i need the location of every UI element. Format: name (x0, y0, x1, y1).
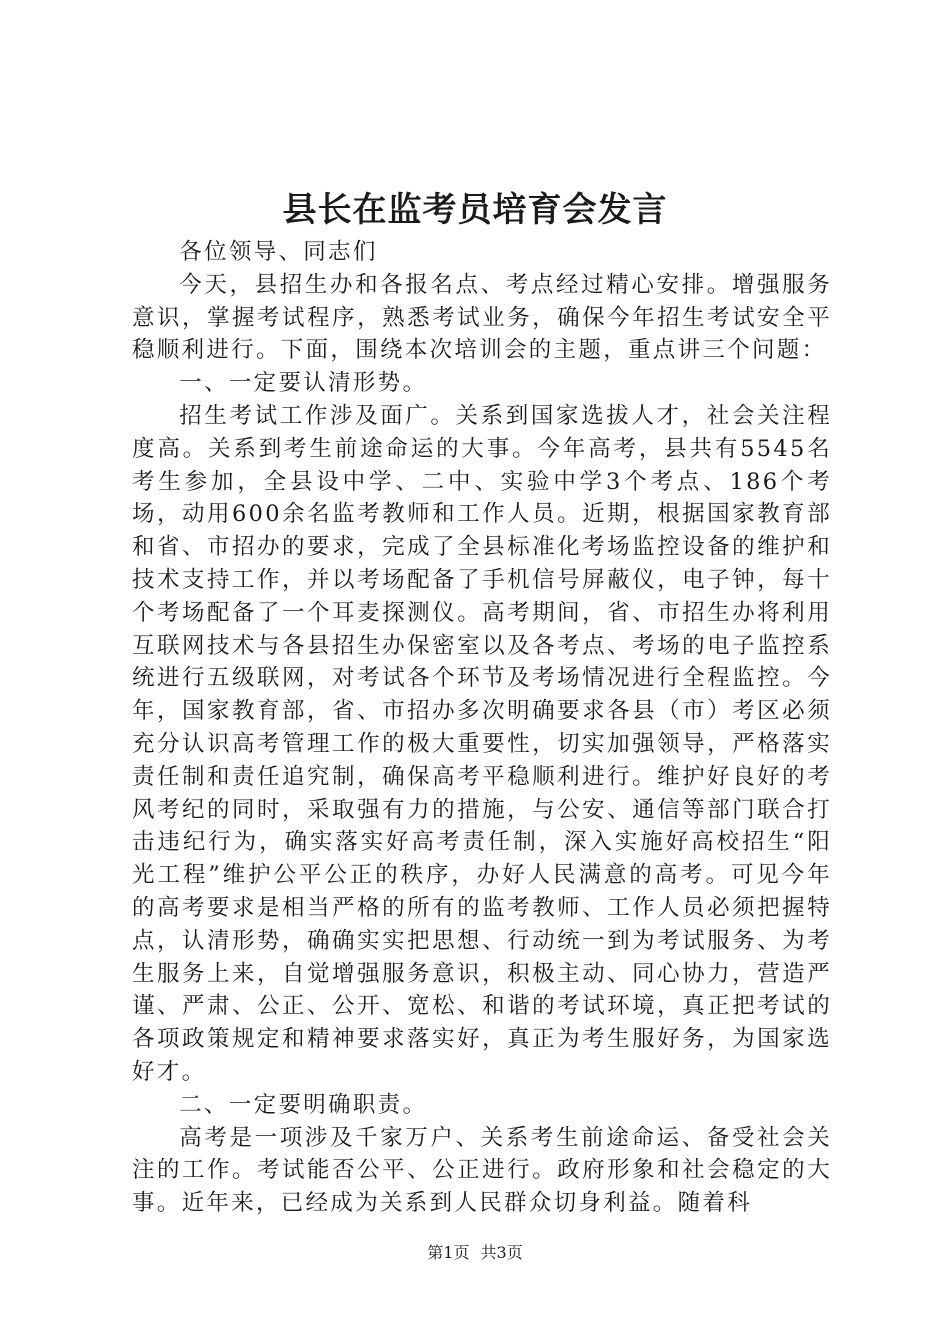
intro-paragraph: 今天，县招生办和各报名点、考点经过精心安排。增强服务意识，掌握考试程序，熟悉考试业务，确保今年招生考试安全平稳顺利进行。下面，围绕本次培训会的主题，重点讲三个问题： (132, 271, 832, 364)
document-body (132, 236, 832, 1220)
section-paragraph-2: 高考是一项涉及千家万户、关系考生前途命运、备受社会关注的工作。考试能否公平、公正进行。政府形象和社会稳定的大事。近年来，已经成为关系到人民群众切身利益。随着科 (132, 1124, 832, 1217)
page-total: 共3页 (480, 1243, 523, 1262)
section-heading-2: 二、一定要明确职责。 (179, 1091, 428, 1118)
section-paragraph-1: 招生考试工作涉及面广。关系到国家选拔人才，社会关注程度高。关系到考生前途命运的大事。今年高考，县共有5545名考生参加，全县设中学、二中、实验中学3个考点、186个考场，动用600余名监考教师和工作人员。近期，根据国家教育部和省、市招办的要求，完成了全县标准化考场监控设备的维护和技术支持工作，并以考场配备了手机信号屏蔽仪，电子钟，每十个考场配备了一个耳麦探测仪。高考期间，省、市招生办将利用互联网技术与各县招生办保密室以及各考点、考场的电子监控系统进行五级联网，对考试各个环节及考场情况进行全程监控。今年，国家教育部，省、市招办多次明确要求各县（市）考区必须充分认识高考管理工作的极大重要性，切实加强领导，严格落实责任制和责任追究制，确保高考平稳顺利进行。维护好良好的考风考纪的同时，采取强有力的措施，与公安、通信等部门联合打击违纪行为，确实落实好高考责任制，深入实施好高校招生“阳光工程”维护公平公正的秩序，办好人民满意的高考。可见今年的高考要求是相当严格的所有的监考教师、工作人员必须把握特点，认清形势，确确实实把思想、行动统一到为考试服务、为考生服务上来，自觉增强服务意识，积极主动、同心协力，营造严谨、严肃、公正、公开、宽松、和谐的考试环境，真正把考试的各项政策规定和精神要求落实好，真正为考生服好务，为国家选好才。 (132, 402, 832, 1085)
page-number: 第1页 (427, 1243, 470, 1262)
section-heading-1: 一、一定要认清形势。 (179, 370, 428, 397)
salutation: 各位领导、同志们 (179, 239, 378, 265)
document-title: 县长在监考员培育会发言 (282, 190, 668, 230)
page-footer (0, 1242, 950, 1264)
